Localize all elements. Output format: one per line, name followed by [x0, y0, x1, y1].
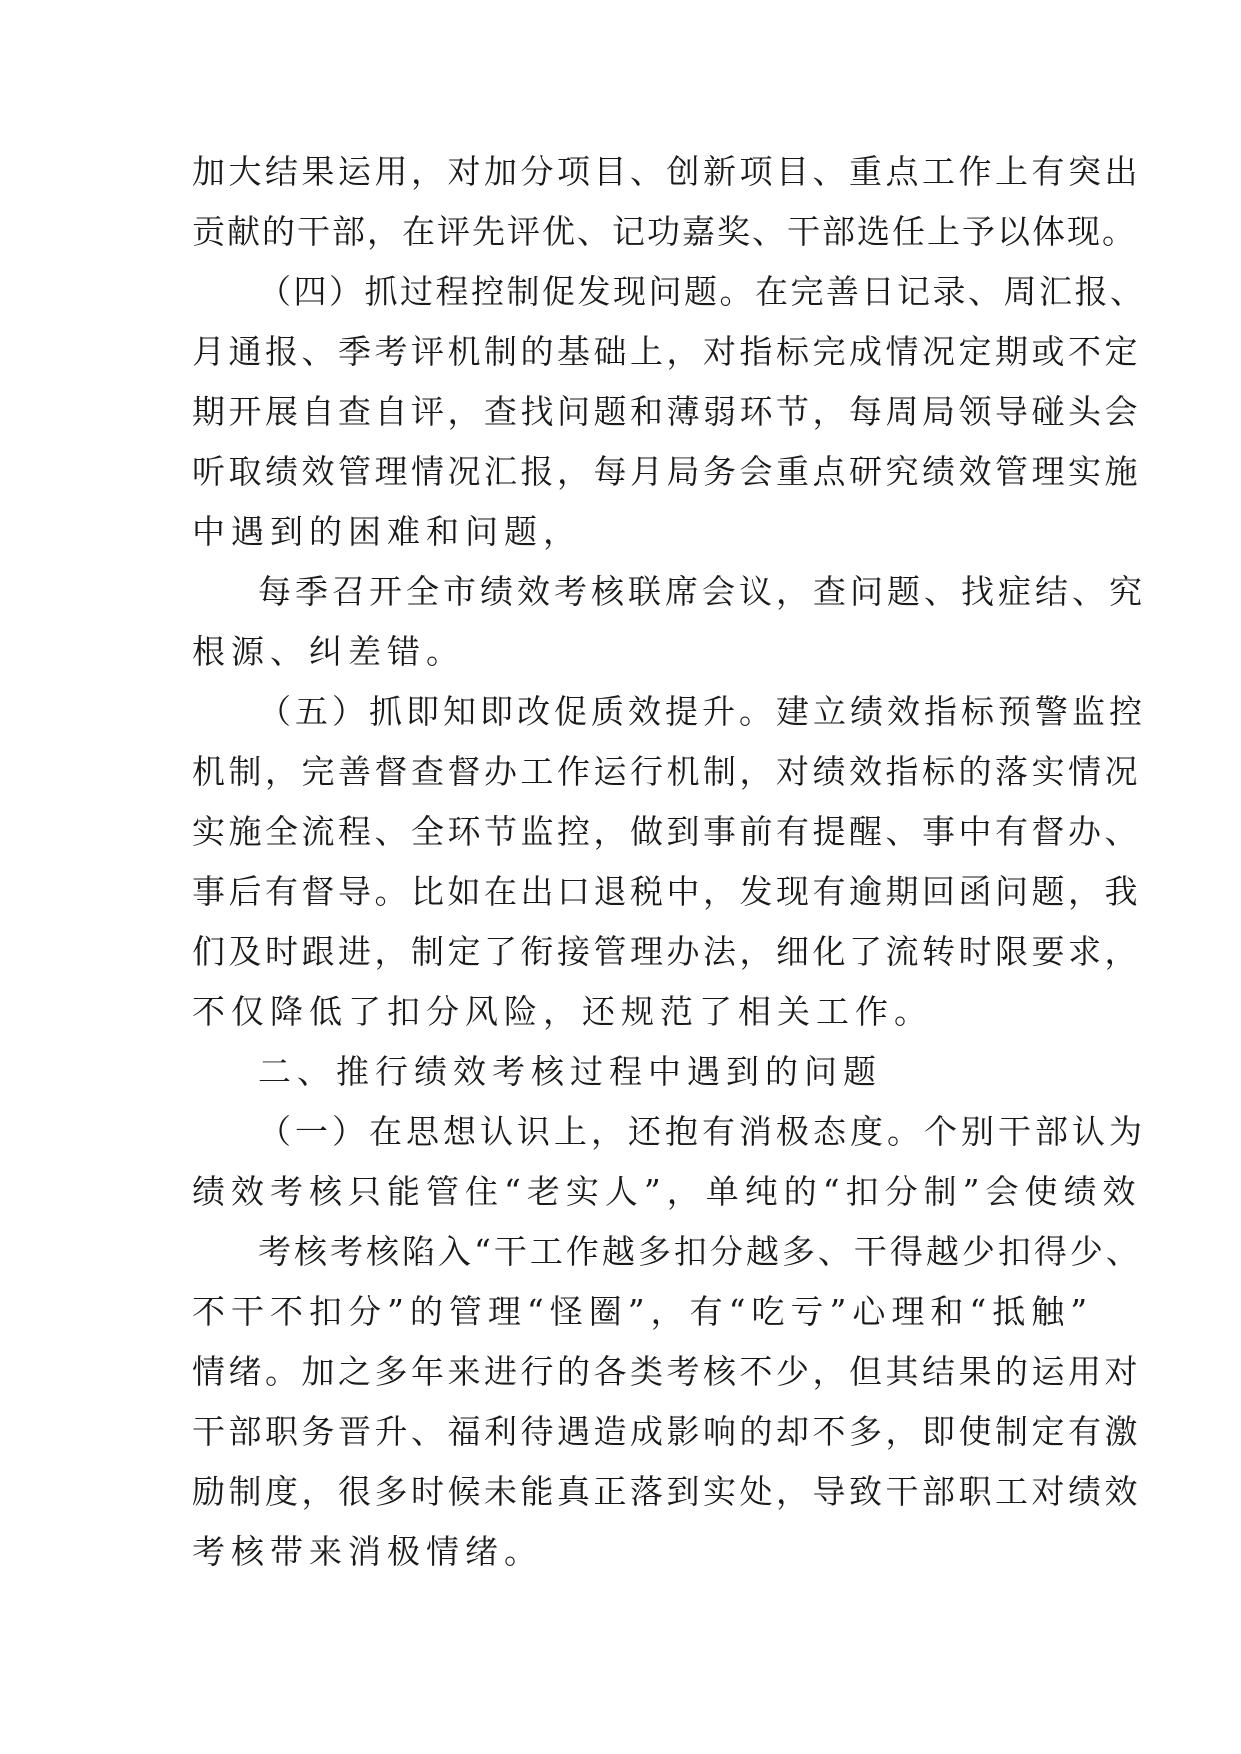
paragraph-heading-5: （五）抓即知即改促质效提升。建立绩效指标预警监控 [258, 692, 1146, 731]
text-line: 干部职务晋升、福利待遇造成影响的却不多，即使制定有激 [192, 1412, 1141, 1451]
section-heading-2: 二、推行绩效考核过程中遇到的问题 [258, 1052, 882, 1091]
text-line: 情绪。加之多年来进行的各类考核不少，但其结果的运用对 [192, 1352, 1141, 1391]
text-line: 期开展自查自评，查找问题和薄弱环节，每周局领导碰头会 [192, 392, 1141, 431]
paragraph-start: 考核考核陷入“干工作越多扣分越多、干得越少扣得少、 [258, 1232, 1142, 1271]
text-line: 加大结果运用，对加分项目、创新项目、重点工作上有突出 [192, 152, 1141, 191]
text-line: 机制，完善督查督办工作运行机制，对绩效指标的落实情况 [192, 752, 1141, 791]
text-line: 不仅降低了扣分风险，还规范了相关工作。 [192, 992, 933, 1031]
paragraph-heading-4: （四）抓过程控制促发现问题。在完善日记录、周汇报、 [258, 272, 1146, 311]
paragraph-start: 每季召开全市绩效考核联席会议，查问题、找症结、究 [258, 572, 1146, 611]
text-line: 绩效考核只能管住“老实人”，单纯的“扣分制”会使绩效 [192, 1172, 1142, 1211]
text-line: 听取绩效管理情况汇报，每月局务会重点研究绩效管理实施 [192, 452, 1141, 491]
text-line: 根源、纠差错。 [192, 632, 465, 671]
text-line: 事后有督导。比如在出口退税中，发现有逾期回函问题，我 [192, 872, 1141, 911]
text-line: 们及时跟进，制定了衔接管理办法，细化了流转时限要求， [192, 932, 1141, 971]
text-line: 考核带来消极情绪。 [192, 1532, 543, 1571]
paragraph-heading-1: （一）在思想认识上，还抱有消极态度。个别干部认为 [258, 1112, 1146, 1151]
text-line: 贡献的干部，在评先评优、记功嘉奖、干部选任上予以体现。 [192, 212, 1137, 251]
text-line: 不干不扣分”的管理“怪圈”，有“吃亏”心理和“抵触” [192, 1292, 1094, 1331]
text-line: 月通报、季考评机制的基础上，对指标完成情况定期或不定 [192, 332, 1141, 371]
text-line: 中遇到的困难和问题， [192, 512, 582, 551]
text-line: 励制度，很多时候未能真正落到实处，导致干部职工对绩效 [192, 1472, 1141, 1511]
text-line: 实施全流程、全环节监控，做到事前有提醒、事中有督办、 [192, 812, 1141, 851]
